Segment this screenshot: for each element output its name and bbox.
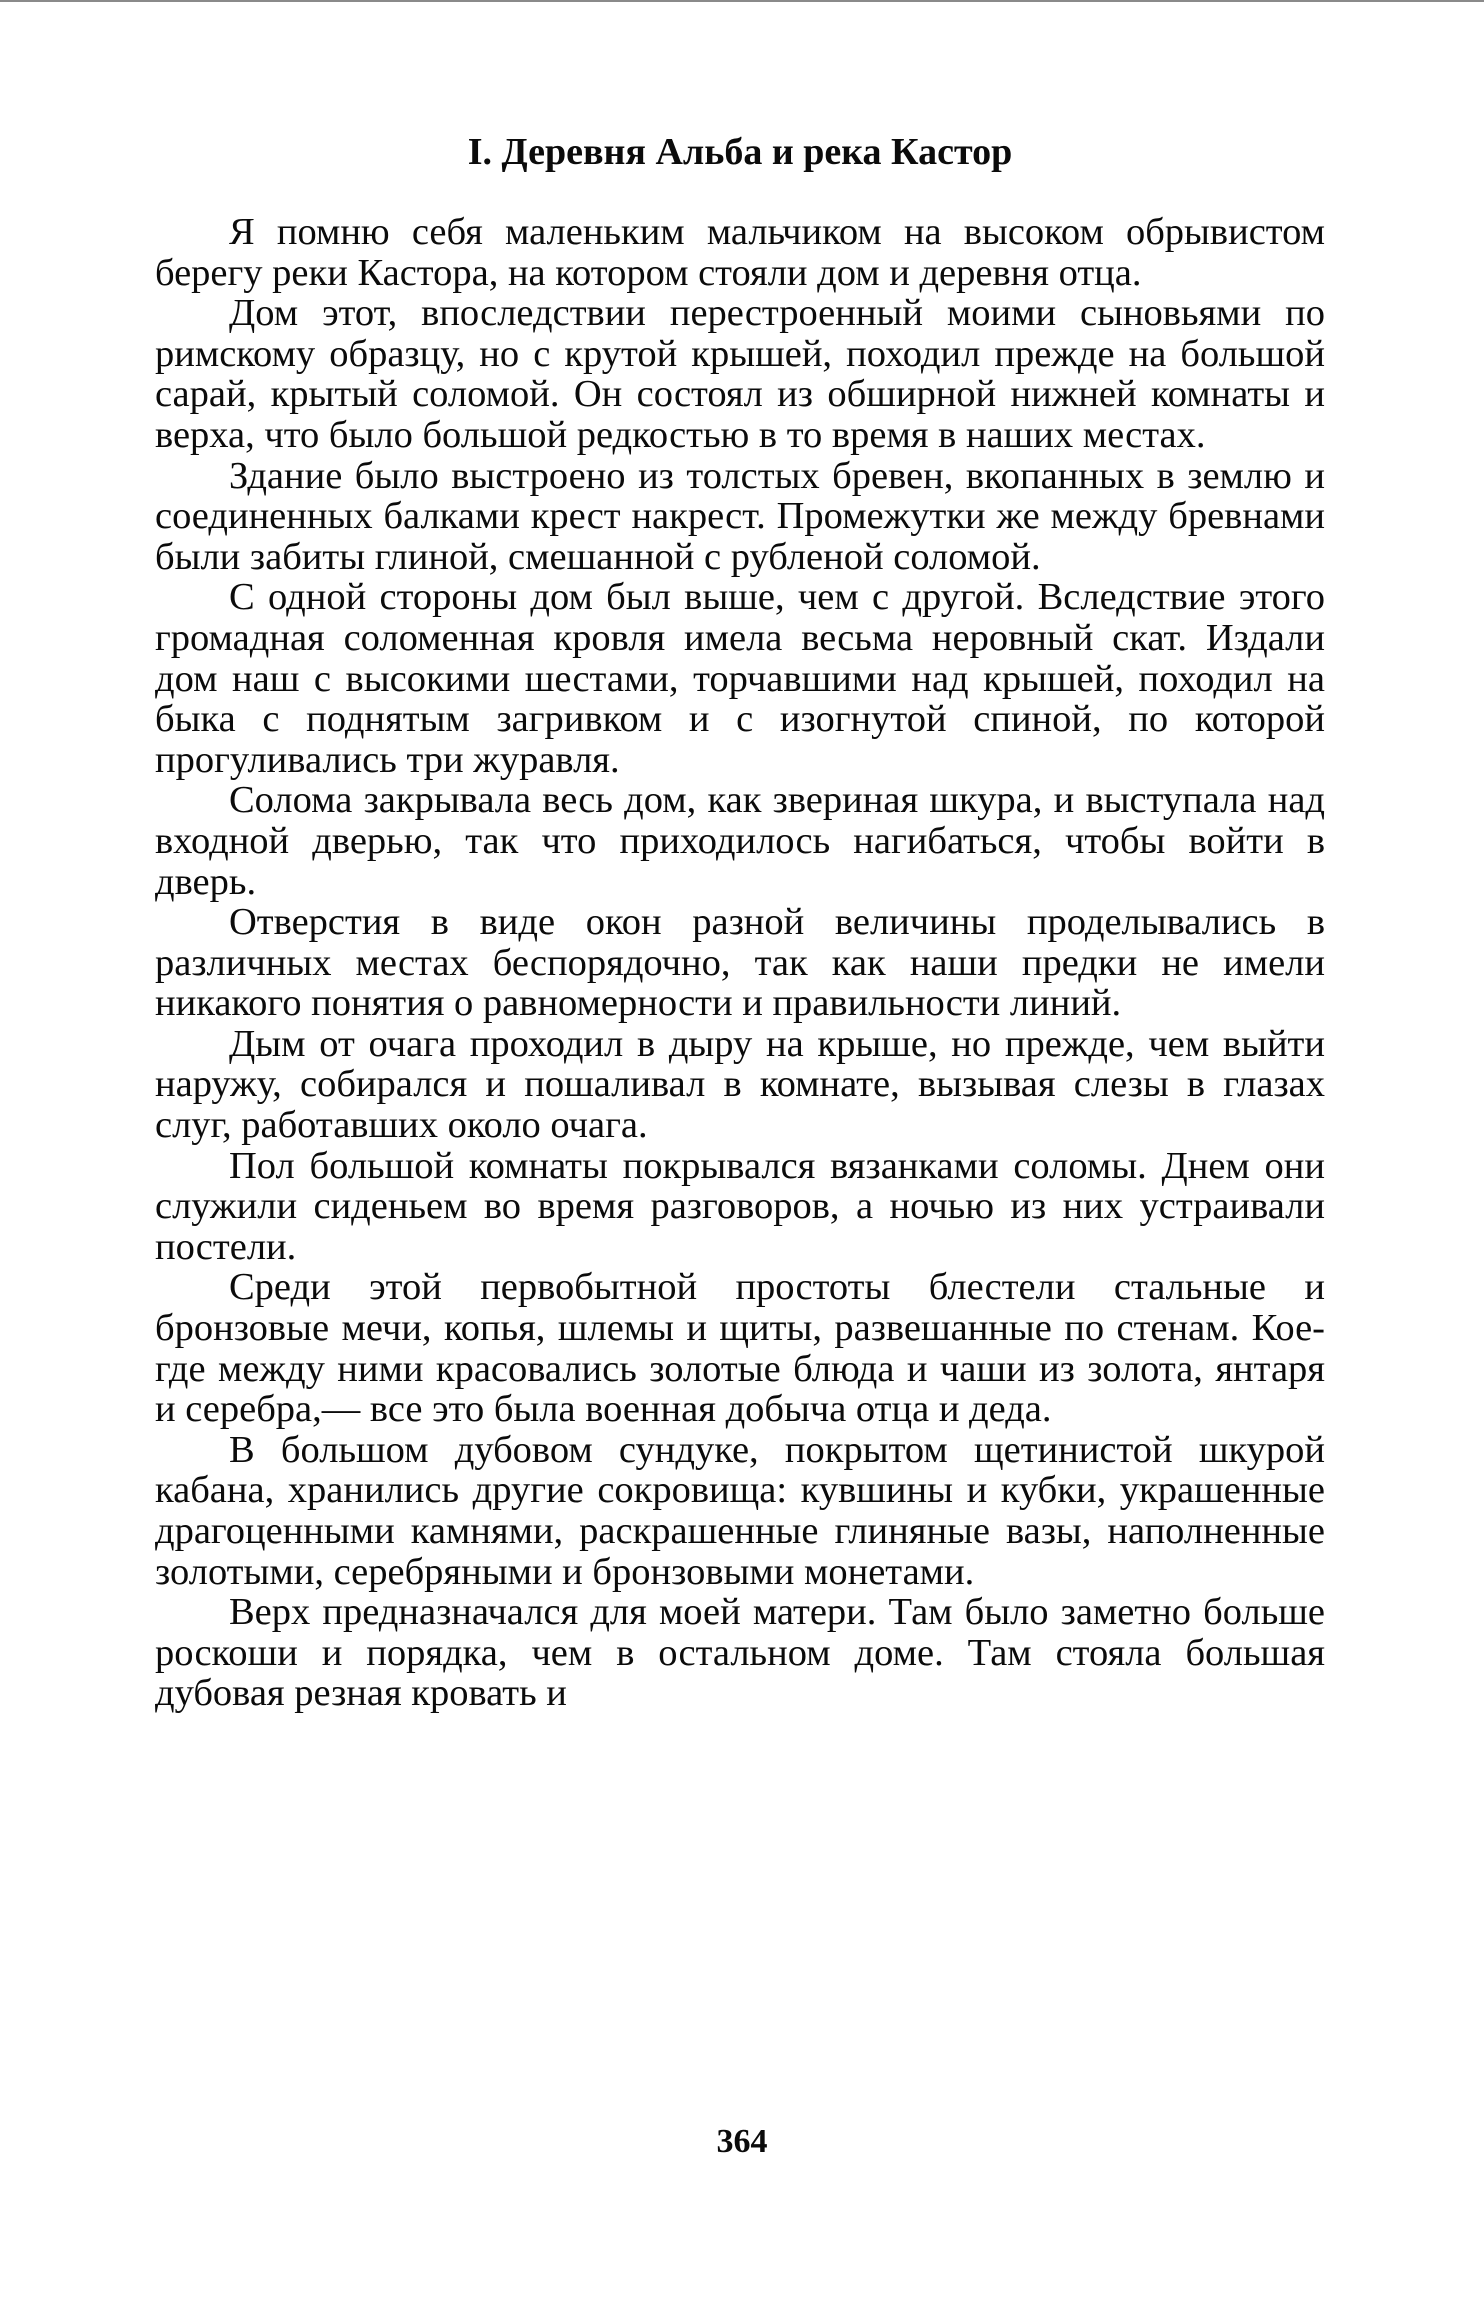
scan-edge-line: [0, 0, 1484, 2]
paragraph: В большом дубовом сундуке, покрытом щетинистой шкурой кабана, хранились другие сокровища: кувшины и кубки, украшенные драгоценными камнями, раскрашенные глиняные вазы, наполненные золотыми, серебряными и бронзовыми монетами.: [155, 1428, 1325, 1593]
paragraph: Пол большой комнаты покрывался вязанками соломы. Днем они служили сиденьем во время разговоров, а ночью из них устраивали постели.: [155, 1144, 1325, 1268]
paragraph: Здание было выстроено из толстых бревен, вкопанных в землю и соединенных балками крест накрест. Промежутки же между бревнами были забиты глиной, смешанной с рубленой соломой.: [155, 454, 1325, 578]
chapter-heading: I. Деревня Альба и река Кастор: [467, 131, 1013, 173]
paragraph: Отверстия в виде окон разной величины проделывались в различных местах беспорядочно, так как наши предки не имели никакого понятия о равномерности и правильности линий.: [155, 901, 1325, 1025]
paragraph: Дым от очага проходил в дыру на крыше, но прежде, чем выйти наружу, собирался и пошаливал в комнате, вызывая слезы в глазах слуг, работавших около очага.: [155, 1022, 1325, 1147]
paragraph: С одной стороны дом был выше, чем с другой. Вследствие этого громадная соломенная кровля имела весьма неровный скат. Издали дом наш с высокими шестами, торчавшими над крышей, походил на быка с поднятым загривком и с изогнутой спиной, по которой прогуливались три журавля.: [155, 576, 1325, 781]
paragraph: Солома закрывала весь дом, как звериная шкура, и выступала над входной дверью, так что приходилось нагибаться, чтобы войти в дверь.: [155, 779, 1325, 903]
paragraph: Я помню себя маленьким мальчиком на высоком обрывистом берегу реки Кастора, на котором стояли дом и деревня отца.: [155, 211, 1325, 294]
page-number: 364: [716, 2123, 768, 2160]
paragraph: Верх предназначался для моей матери. Там было заметно больше роскоши и порядка, чем в остальном доме. Там стояла большая дубовая резная кровать и: [155, 1591, 1325, 1715]
paragraph: Дом этот, впоследствии перестроенный моими сыновьями по римскому образцу, но с крутой крышей, походил прежде на большой сарай, крытый соломой. Он состоял из обширной нижней комнаты и верха, что было большой редкостью в то время в наших местах.: [155, 292, 1325, 456]
paragraph: Среди этой первобытной простоты блестели стальные и бронзовые мечи, копья, шлемы и щиты, развешанные по стенам. Кое-где между ними красовались золотые блюда и чаши из золота, янтаря и серебра,— все это была военная добыча отца и деда.: [155, 1266, 1325, 1431]
chapter-body: [155, 212, 1325, 1714]
